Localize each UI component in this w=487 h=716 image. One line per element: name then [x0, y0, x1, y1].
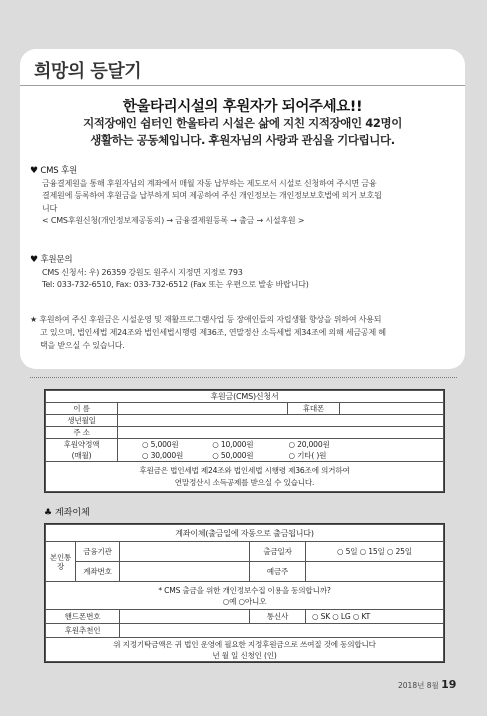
carrier-options[interactable]: ○ SK ○ LG ○ KT [306, 610, 444, 624]
donation-info-card [20, 49, 465, 369]
tax-notice-1: 후원하여 주신 후원금은 시설운영 및 재활프로그램사업 등 장애인들의 자립생활 향상을 위하여 사용되 [39, 315, 382, 324]
cms-text-3: 니다 [42, 203, 58, 213]
amount-option-5000[interactable]: ○ 5,000원 [142, 440, 179, 450]
page-number: 19 [441, 678, 457, 691]
transfer-form [44, 523, 445, 663]
amount-option-50000[interactable]: ○ 50,000원 [212, 451, 254, 461]
cms-application-form [44, 389, 445, 493]
form1-footer-1: 후원금은 법인세법 제24조와 법인세법 시행령 제36조에 의거하여 [139, 465, 350, 475]
phone-field[interactable] [340, 403, 444, 415]
address-field[interactable] [118, 427, 444, 439]
cms-text-1: 금융결제원을 통해 후원자님의 계좌에서 매월 자동 납부하는 제도로서 시설로 신청하여 주시면 금융 [42, 178, 377, 188]
cms-heading [30, 165, 453, 178]
consent-question: * CMS 출금을 위한 개인정보수집 이용을 동의합니까? [158, 585, 331, 595]
amount-option-10000[interactable]: ○ 10,000원 [212, 440, 254, 450]
amount-label-1: 후원약정액 [63, 440, 100, 450]
transfer-title-label: 계좌이체 [54, 508, 90, 518]
amount-options-row-2 [118, 450, 444, 462]
headline: 한울타리시설의 후원자가 되어주세요!! [122, 99, 363, 115]
account-number-label: 계좌번호 [76, 562, 120, 582]
birth-label: 생년월일 [46, 415, 118, 427]
carrier-label: 통신사 [250, 610, 306, 624]
mobile-label: 핸드폰번호 [46, 610, 120, 624]
amount-label [46, 439, 118, 462]
intro-line-2: 생활하는 공동체입니다. 후원자님의 사랑과 관심을 기다립니다. [90, 133, 395, 147]
heart-icon: ♥ [30, 166, 38, 176]
bank-label: 금융기관 [76, 542, 120, 562]
title-divider [20, 85, 465, 86]
mobile-field[interactable] [120, 610, 250, 624]
inquiry-section [30, 254, 453, 292]
cut-line [30, 377, 457, 378]
referrer-field[interactable] [120, 624, 444, 638]
amount-option-30000[interactable]: ○ 30,000원 [142, 451, 184, 461]
cms-text-2: 결제원에 등록하여 후원금을 납부하게 되며 제공하여 주신 개인정보는 개인정보보호법에 의거 보호됩 [42, 191, 382, 200]
account-holder-label: 예금주 [250, 562, 306, 582]
page-footer [398, 678, 456, 691]
amount-option-other[interactable]: ○ 기타( )원 [288, 451, 327, 461]
transfer-section-title [44, 505, 90, 518]
own-account-label: 본인통장 [46, 542, 76, 582]
signature-line[interactable]: 년 월 일 신청인 (인) [212, 650, 277, 660]
amount-options-row-1 [118, 439, 444, 451]
inquiry-contact: Tel: 033-732-6510, Fax: 033-732-6512 (Fax 또는 우편으로 발송 바랍니다) [42, 280, 309, 289]
intro-line-1: 지적장애인 쉼터인 한울타리 시설은 삶에 지친 지적장애인 42명이 [83, 116, 402, 130]
signature-row [46, 638, 444, 662]
club-icon: ♣ [44, 508, 53, 518]
form1-footer [46, 462, 444, 492]
address-label: 주 소 [46, 427, 118, 439]
birth-field[interactable] [118, 415, 444, 427]
bank-field[interactable] [120, 542, 250, 562]
heart-icon: ♥ [30, 255, 38, 265]
phone-label: 휴대폰 [288, 403, 340, 415]
form1-footer-2: 연말정산시 소득공제를 받으실 수 있습니다. [174, 477, 315, 487]
amount-label-2: (매월) [71, 451, 92, 461]
transfer-form-title: 계좌이체(출금일에 자동으로 출금됩니다) [46, 525, 444, 542]
consent-options[interactable]: ○예 ○아니오 [222, 596, 267, 606]
tax-notice [30, 313, 453, 352]
name-field[interactable] [118, 403, 288, 415]
withdraw-date-label: 출금일자 [250, 542, 306, 562]
inquiry-address: CMS 신청서: 우) 26359 강원도 원주시 지정면 지정로 793 [42, 267, 243, 277]
account-number-field[interactable] [120, 562, 250, 582]
inquiry-heading [30, 254, 453, 267]
page-title: 희망의 등달기 [34, 61, 142, 82]
issue-date: 2018년 8월 [398, 681, 439, 690]
account-holder-field[interactable] [306, 562, 444, 582]
agreement-text: 위 지정기탁금액은 귀 법인 운영에 필요한 지정후원금으로 쓰여질 것에 동의합니다 [113, 639, 376, 649]
consent-row [46, 582, 444, 610]
tax-notice-3: 택을 받으실 수 있습니다. [40, 341, 125, 350]
tax-notice-2: 고 있으며, 법인세법 제24조와 법인세법시행령 제36조, 연말정산 소득세법 제34조에 의해 세금공제 혜 [40, 328, 386, 337]
name-label: 이 름 [46, 403, 118, 415]
form-title: 후원금(CMS)신청서 [46, 391, 444, 403]
inquiry-heading-label: 후원문의 [40, 255, 73, 265]
cms-heading-label: CMS 후원 [40, 166, 77, 176]
amount-option-20000[interactable]: ○ 20,000원 [288, 440, 330, 450]
withdraw-date-options[interactable]: ○ 5일 ○ 15일 ○ 25일 [306, 542, 444, 562]
cms-process-flow: < CMS후원신청(개인정보제공동의) → 금융결제원등록 → 출금 → 시설후원 > [42, 216, 305, 225]
star-icon: ★ [30, 315, 37, 324]
referrer-label: 후원추천인 [46, 624, 120, 638]
cms-section [30, 165, 453, 228]
